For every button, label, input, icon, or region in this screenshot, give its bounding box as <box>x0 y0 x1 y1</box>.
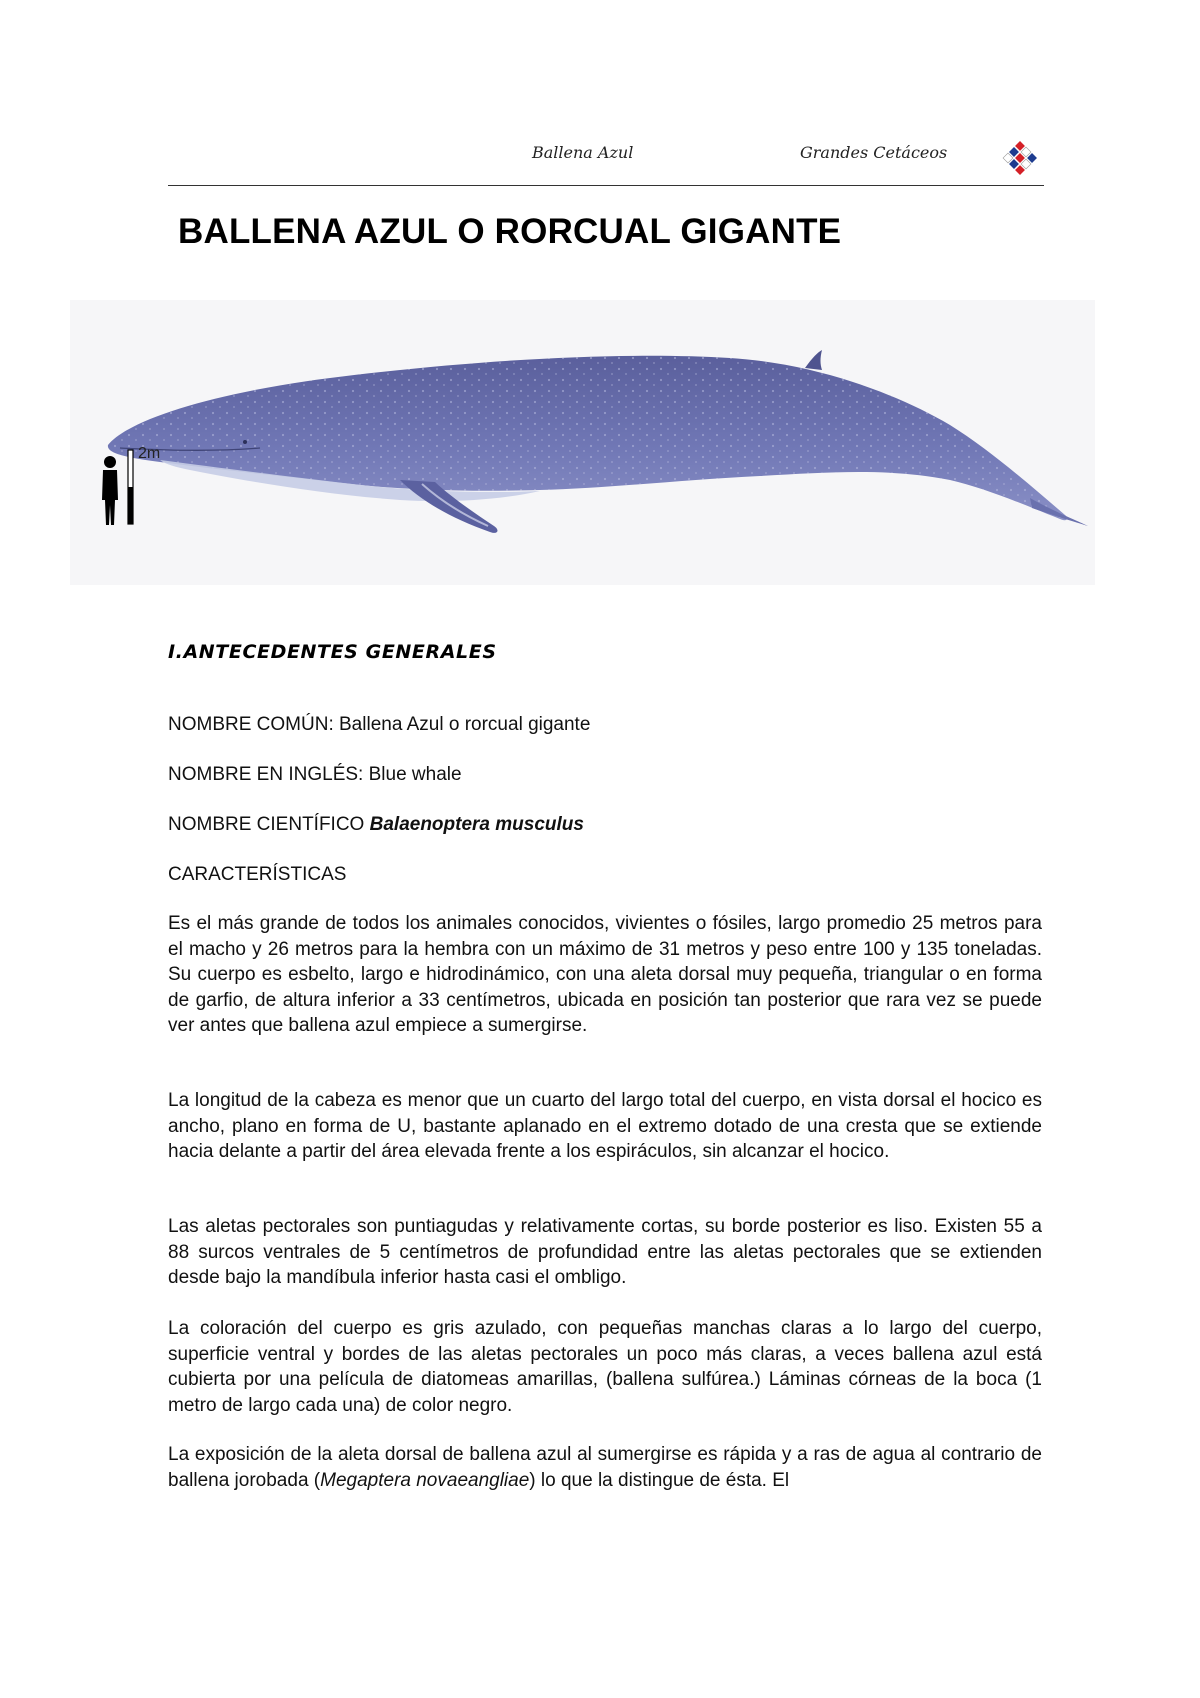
institution-logo <box>1000 138 1040 178</box>
header-divider <box>168 185 1044 186</box>
humpback-species-name: Megaptera novaeangliae <box>320 1469 530 1491</box>
english-name-field <box>168 762 1042 788</box>
paragraph-head: La longitud de la cabeza es menor que un cuarto del largo total del cuerpo, en vista dorsal el hocico es ancho, plano en forma de U, bastante aplanado en el extremo dotado de una cresta que se extiende hacia delante a partir del área elevada frente a los espiráculos, sin alcanzar el hocico. <box>168 1090 1042 1162</box>
scientific-name-label: NOMBRE CIENTÍFICO <box>168 814 370 835</box>
running-header-left: Ballena Azul <box>532 143 634 162</box>
paragraph-size: Es el más grande de todos los animales conocidos, vivientes o fósiles, largo promedio 25 metros para el macho y 26 metros para la hembra con un máximo de 31 metros y peso entre 100 y 135 toneladas. Su cuerpo es esbelto, largo e hidrodinámico, con una aleta dorsal muy pequeña, triangular o en forma de garfio, de altura inferior a 33 centímetros, ubicada en posición tan posterior que rara vez se puede ver antes que ballena azul empiece a sumergirse. <box>168 913 1042 1036</box>
paragraph-dorsal-exposure <box>168 1442 1042 1493</box>
blue-whale-illustration <box>70 300 1095 585</box>
characteristics-label: CARACTERÍSTICAS <box>168 864 347 885</box>
paragraph-coloration: La coloración del cuerpo es gris azulado, con pequeñas manchas claras a lo largo del cuerpo, superficie ventral y bordes de las aletas pectorales un poco más claras, a veces ballena azul está cubierta por una película de diatomeas amarillas, (ballena sulfúrea.) Láminas córneas de la boca (1 metro de largo cada una) de color negro. <box>168 1318 1042 1416</box>
running-header-right: Grandes Cetáceos <box>800 143 948 162</box>
scientific-name-value: Balaenoptera musculus <box>369 814 584 835</box>
paragraph-fins: Las aletas pectorales son puntiagudas y relativamente cortas, su borde posterior es liso. Existen 55 a 88 surcos ventrales de 5 centímetros de profundidad entre las aletas pectorales que se extienden desde bajo la mandíbula inferior hasta casi el ombligo. <box>168 1216 1042 1288</box>
document-title: BALLENA AZUL O RORCUAL GIGANTE <box>178 212 842 251</box>
scientific-name-field <box>168 812 1042 838</box>
english-name-value: Blue whale <box>363 764 462 785</box>
paragraph-dorsal-exposure-part1: La exposición de la aleta dorsal de ballena azul al sumergirse es rápida y a ras de agua al contrario de ballena jorobada ( <box>168 1444 1042 1491</box>
paragraph-dorsal-exposure-part2: ) lo que la distingue de ésta. El <box>529 1469 790 1491</box>
section-heading <box>168 641 497 663</box>
section-title: ANTECEDENTES GENERALES <box>183 641 497 663</box>
common-name-value: Ballena Azul o rorcual gigante <box>333 714 591 735</box>
scale-label: 2m <box>138 445 161 462</box>
section-number: I. <box>168 641 184 663</box>
english-name-label: NOMBRE EN INGLÉS: <box>168 764 364 785</box>
common-name-label: NOMBRE COMÚN: <box>168 714 334 735</box>
common-name-field <box>168 712 1042 738</box>
